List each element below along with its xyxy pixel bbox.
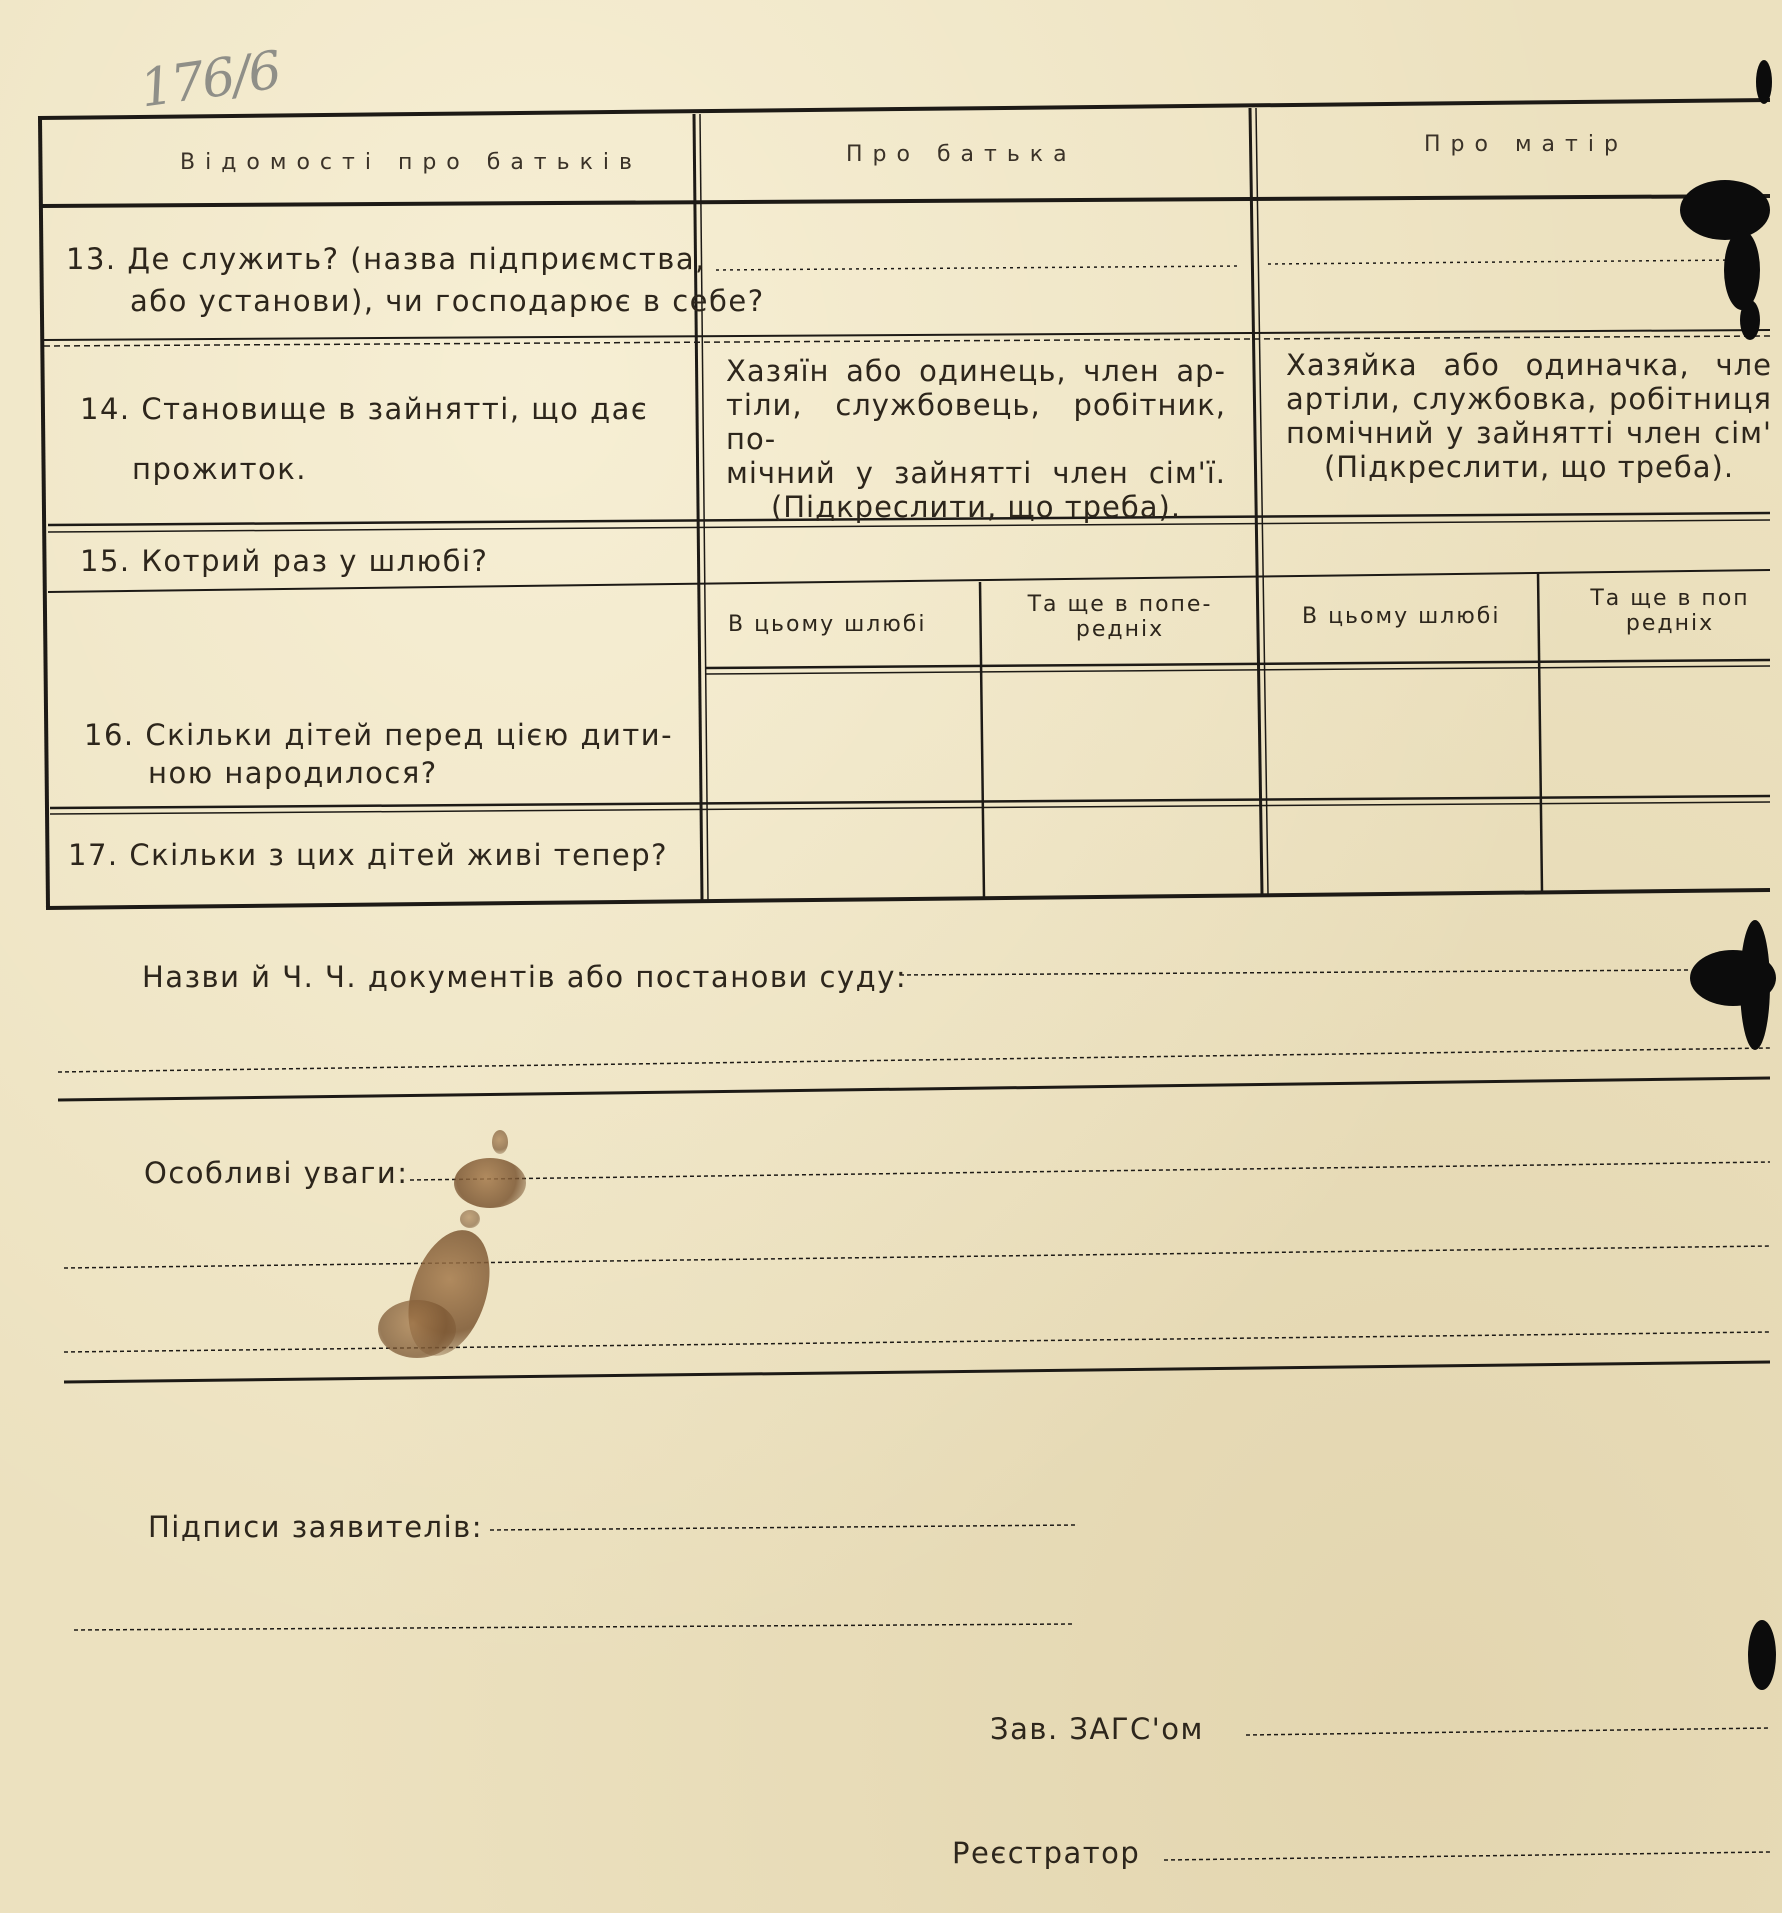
row13-label-line2: або установи), чи господарює в себе? xyxy=(130,284,765,318)
row14-father-options xyxy=(726,354,1226,524)
row17-label: 17. Скільки з цих дітей живі тепер? xyxy=(68,838,669,872)
signatures-label: Підписи заявителів: xyxy=(148,1510,483,1544)
documents-label: Назви й Ч. Ч. документів або постанови суду: xyxy=(142,960,908,994)
header-father: Про батька xyxy=(846,142,1077,167)
subheader-mother-prev-line1: Та ще в поп xyxy=(1590,586,1750,611)
subheader-mother-prev xyxy=(1570,586,1770,636)
mother-option-note: (Підкреслити, що треба). xyxy=(1323,450,1735,484)
subheader-father-prev-line1: Та ще в попе- xyxy=(1027,592,1213,617)
row13-label-line1: 13. Де служить? (назва підприємства, xyxy=(66,242,706,276)
registrar-label: Реєстратор xyxy=(952,1836,1141,1870)
father-option-line: мічний у зайнятті член сім'ї. xyxy=(726,456,1226,490)
row16-label-line2: ною народилося? xyxy=(148,756,438,790)
subheader-father-prev xyxy=(1000,592,1240,642)
father-option-line: Хазяїн або одинець, член ар- xyxy=(726,354,1226,388)
row16-label-line1: 16. Скільки дітей перед цією дити- xyxy=(84,718,674,752)
subheader-mother-prev-line2: редніх xyxy=(1625,611,1715,636)
subheader-father-prev-line2: редніх xyxy=(1075,617,1165,642)
mother-option-line: артіли, службовка, робітниця xyxy=(1286,382,1772,416)
row14-label-line1: 14. Становище в зайнятті, що дає xyxy=(80,392,649,426)
handwritten-number: 176/6 xyxy=(136,40,284,120)
father-option-line: тіли, службовець, робітник, по- xyxy=(726,388,1226,456)
subheader-mother-this: В цьому шлюбі xyxy=(1302,604,1501,629)
mother-option-line: помічний у зайнятті член сім' xyxy=(1286,416,1772,450)
header-mother: Про матір xyxy=(1424,132,1628,157)
father-option-note: (Підкреслити, що треба). xyxy=(770,490,1182,524)
subheader-father-this: В цьому шлюбі xyxy=(728,612,927,637)
row14-mother-options xyxy=(1286,348,1772,484)
row15-label: 15. Котрий раз у шлюбі? xyxy=(80,544,489,578)
header-info: Відомості про батьків xyxy=(180,150,642,175)
head-label: Зав. ЗАГС'ом xyxy=(990,1712,1204,1746)
notes-label: Особливі уваги: xyxy=(144,1156,409,1190)
mother-option-line: Хазяйка або одиначка, чле xyxy=(1286,348,1772,382)
row14-label-line2: прожиток. xyxy=(132,452,307,486)
